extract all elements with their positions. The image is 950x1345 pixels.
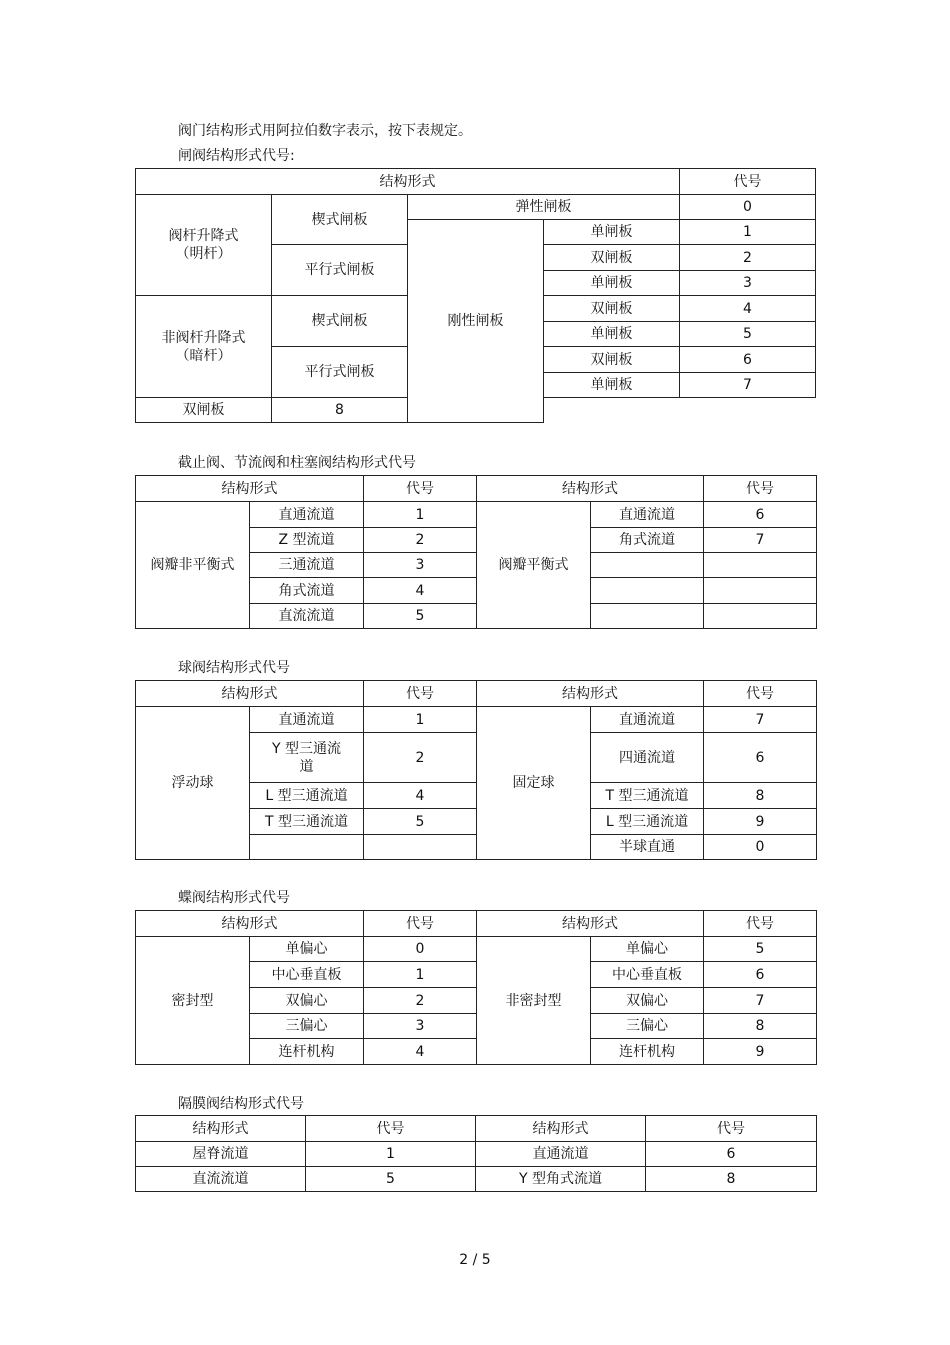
table-cell: 直通流道 [591,502,704,528]
unsealed-type-cell: 非密封型 [477,937,591,1065]
header-form: 结构形式 [477,476,704,502]
table-cell: 2 [364,733,477,783]
table-cell: 7 [704,988,817,1014]
single-gate-cell: 单闸板 [544,322,680,347]
table-cell: 双偏心 [591,988,704,1014]
fixed-ball-cell: 固定球 [477,707,591,860]
floating-ball-cell: 浮动球 [136,707,250,860]
code-cell: 4 [680,296,816,322]
table-cell: 1 [364,707,477,733]
code-cell: 8 [272,398,408,423]
table-cell: 3 [364,1014,477,1039]
table-cell [704,604,817,629]
table-cell: 6 [646,1142,817,1167]
table-cell: 5 [704,937,817,962]
table-cell [704,578,817,604]
header-form: 结构形式 [477,911,704,937]
header-form: 结构形式 [477,681,704,707]
table-cell: 中心垂直板 [591,962,704,988]
table-cell: 1 [306,1142,476,1167]
table-cell: 屋脊流道 [136,1142,306,1167]
header-code: 代号 [306,1116,476,1142]
diaphragm-valve-table [135,1115,817,1192]
table-cell: 2 [364,988,477,1014]
table-cell [591,578,704,604]
page-number: 2 / 5 [459,1252,491,1268]
table-cell [250,835,364,860]
table-cell [364,835,477,860]
table-cell: 三偏心 [250,1014,364,1039]
table-cell [591,604,704,629]
header-code: 代号 [704,476,817,502]
unbalanced-disc-cell: 阀瓣非平衡式 [136,502,250,629]
code-cell: 2 [680,245,816,271]
elastic-gate-cell: 弹性闸板 [408,195,680,220]
table-cell: Y 型三通流道 [250,733,364,783]
header-form: 结构形式 [136,1116,306,1142]
code-cell: 6 [680,347,816,373]
table-cell: 1 [364,502,477,528]
table-cell: 直通流道 [476,1142,646,1167]
balanced-disc-cell: 阀瓣平衡式 [477,502,591,629]
table-cell: 7 [704,528,817,553]
double-gate-cell: 双闸板 [136,398,272,423]
nonrising-stem-cell: 非阀杆升降式 （暗杆） [136,296,272,398]
code-cell: 1 [680,220,816,245]
header-form: 结构形式 [136,169,680,195]
code-cell: 3 [680,271,816,296]
table-cell: 9 [704,1039,817,1065]
diaphragm-caption: 隔膜阀结构形式代号 [178,1096,304,1112]
table-cell: 6 [704,733,817,783]
table-cell: L 型三通流道 [591,809,704,835]
table-cell: 6 [704,962,817,988]
single-gate-cell: 单闸板 [544,373,680,398]
sealed-type-cell: 密封型 [136,937,250,1065]
table-cell: 连杆机构 [250,1039,364,1065]
header-code: 代号 [364,476,477,502]
table-cell: 4 [364,1039,477,1065]
rising-stem-cell: 阀杆升降式 （明杆） [136,195,272,296]
table-cell: 5 [364,604,477,629]
table-cell: 8 [704,783,817,809]
table-cell: 三通流道 [250,553,364,578]
wedge-gate-cell: 楔式闸板 [272,296,408,347]
header-code: 代号 [364,681,477,707]
header-code: 代号 [704,681,817,707]
double-gate-cell: 双闸板 [544,245,680,271]
ball-caption: 球阀结构形式代号 [178,660,290,676]
header-code: 代号 [646,1116,817,1142]
butterfly-caption: 蝶阀结构形式代号 [178,890,290,906]
double-gate-cell: 双闸板 [544,347,680,373]
code-cell: 0 [680,195,816,220]
table-cell [704,553,817,578]
table-cell: 4 [364,578,477,604]
parallel-gate-cell: 平行式闸板 [272,245,408,296]
table-cell: T 型三通流道 [591,783,704,809]
table-cell [591,553,704,578]
header-code: 代号 [364,911,477,937]
table-cell: Z 型流道 [250,528,364,553]
table-cell: 0 [704,835,817,860]
table-cell: L 型三通流道 [250,783,364,809]
globe-valve-table [135,475,817,629]
table-cell: 直流流道 [250,604,364,629]
wedge-gate-cell: 楔式闸板 [272,195,408,245]
table-cell: 6 [704,502,817,528]
table-cell: 5 [364,809,477,835]
table-cell: 4 [364,783,477,809]
intro-text: 阀门结构形式用阿拉伯数字表示，按下表规定。 [178,123,472,139]
table-cell: 双偏心 [250,988,364,1014]
gate-valve-table [135,168,816,423]
code-cell: 7 [680,373,816,398]
gate-caption: 闸阀结构形式代号: [178,148,295,164]
table-cell: 角式流道 [250,578,364,604]
rigid-gate-cell: 刚性闸板 [408,220,544,423]
double-gate-cell: 双闸板 [544,296,680,322]
table-cell: 3 [364,553,477,578]
table-cell: 直通流道 [591,707,704,733]
table-cell: 2 [364,528,477,553]
table-cell: 8 [646,1167,817,1192]
parallel-gate-cell: 平行式闸板 [272,347,408,398]
table-cell: 5 [306,1167,476,1192]
header-form: 结构形式 [476,1116,646,1142]
header-form: 结构形式 [136,476,364,502]
table-cell: 直流流道 [136,1167,306,1192]
table-cell: 三偏心 [591,1014,704,1039]
single-gate-cell: 单闸板 [544,271,680,296]
table-cell: 单偏心 [250,937,364,962]
header-code: 代号 [704,911,817,937]
table-cell: Y 型角式流道 [476,1167,646,1192]
table-cell: 7 [704,707,817,733]
table-cell: 9 [704,809,817,835]
table-cell: 连杆机构 [591,1039,704,1065]
code-cell: 5 [680,322,816,347]
table-cell: 1 [364,962,477,988]
table-cell: 半球直通 [591,835,704,860]
ball-valve-table [135,680,817,860]
table-cell: T 型三通流道 [250,809,364,835]
table-cell: 直通流道 [250,707,364,733]
header-code: 代号 [680,169,816,195]
table-cell: 角式流道 [591,528,704,553]
table-cell: 四通流道 [591,733,704,783]
table-cell: 0 [364,937,477,962]
header-form: 结构形式 [136,681,364,707]
single-gate-cell: 单闸板 [544,220,680,245]
butterfly-valve-table [135,910,817,1065]
table-cell: 8 [704,1014,817,1039]
table-cell: 中心垂直板 [250,962,364,988]
table-cell: 直通流道 [250,502,364,528]
header-form: 结构形式 [136,911,364,937]
globe-caption: 截止阀、节流阀和柱塞阀结构形式代号 [178,455,416,471]
table-cell: 单偏心 [591,937,704,962]
